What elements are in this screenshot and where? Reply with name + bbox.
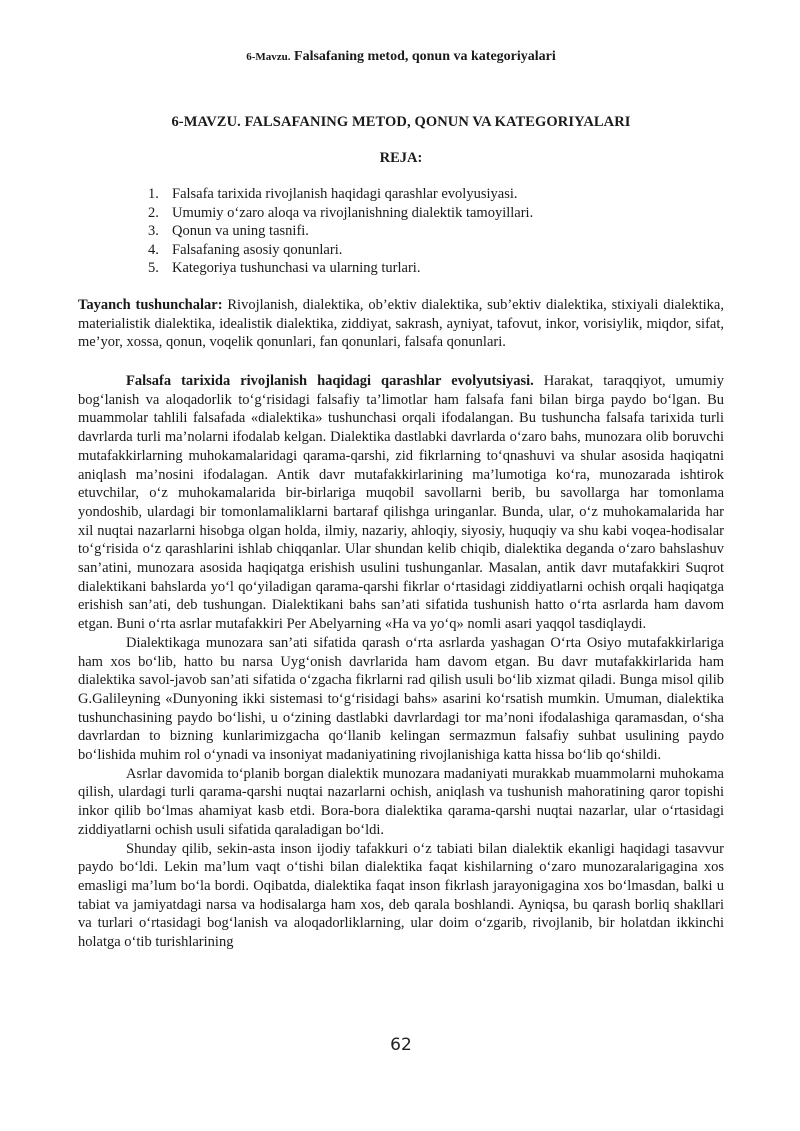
plan-item-number: 2. [148, 204, 159, 221]
plan-item-text: Qonun va uning tasnifi. [172, 223, 309, 240]
plan-item [148, 185, 533, 204]
plan-item-text: Kategoriya tushunchasi va ularning turlari. [172, 260, 421, 277]
body-paragraph [78, 372, 724, 634]
running-header [78, 48, 724, 66]
paragraph-text: Harakat, taraqqiyot, umumiy bog‘lanish va aloqadorlik to‘g‘risidagi falsafiy ta’limotlar ham falsafa fani bilan birga paydo bo‘lgan. Bu muammolar tahlili falsafada «dialektika» tushunchasi orqali ifodalangan. Bu tushuncha falsafa tarixida turli davrlarda turli ma’nolarni ifodalab kelgan. Dialektika dastlabki davrlarda o‘zaro bahs, munozara olib boruvchi mutafakkirlarning muhokamalaridagi qarama-qarshi, zid fikrlarning to‘qnashuvi va shular asosida haqiqatni aniqlash ma’nosini ifodalagan. Antik davr mutafakkirlarining ma’lumotiga ko‘ra, munozarada ishtirok etuvchilar, o‘z muhokamalarida bir-birlariga muqobil savollarni berib, bu savollarga har tomonlama yondoshib, ulardagi bir tomonlamaliklarni bartaraf qilishga uringanlar. Bunda, ular, o‘z muhokamalarida har xil nuqtai nazarlarni hisobga olgan holda, ilmiy, nazariy, ahloqiy, siyosiy, huquqiy va shu kabi voqea-hodisalar to‘g‘risida o‘z qarashlarini ishlab chiqqanlar. Ular shundan kelib chiqib, dialektika deganda o‘zaro bahslashuv san’atini, munozara asosida haqiqatga erishish usulini tushunganlar. Masalan, antik davr mutafakkiri Suqrot dialektikani bahslarda yo‘l qo‘yiladigan qarama-qarshi fikrlar o‘rtasidagi ziddiyatlarni ochish orqali haqiqatga erishish san’ati, deb tushungan. Dialektikani bahs san’ati sifatida tushunish hatto o‘rta asrlarda ham davom etgan. Buni o‘rta asrlar mutafakkiri Per Abelyarning «Ha va yo‘q» nomli asari yaqqol tasdiqlaydi. [78, 373, 724, 633]
keywords-paragraph [78, 296, 724, 352]
plan-item-number: 1. [148, 186, 159, 202]
plan-item [148, 241, 533, 260]
keywords-label: Tayanch tushunchalar: [78, 297, 223, 313]
page-number: 62 [390, 1035, 412, 1055]
plan-item-number: 4. [148, 241, 159, 258]
plan-item-text: Umumiy o‘zaro aloqa va rivojlanishning dialektik tamoyillari. [172, 204, 534, 221]
plan-item-number: 3. [148, 223, 159, 240]
plan-item [148, 204, 533, 223]
document-title: 6-MAVZU. FALSAFANING METOD, QONUN VA KATEGORIYALARI [171, 114, 631, 130]
keywords-text: Rivojlanish, dialektika, ob’ektiv dialektika, sub’ektiv dialektika, stixiyali dialektika, materialistik dialektika, idealistik dialektika, ziddiyat, sakrash, ayniyat, tafovut, inkor, vorisiylik, miqdor, sifat, me’yor, xossa, qonun, voqelik qonunlari, fan qonunlari, falsafa qonunlari. [78, 297, 724, 351]
plan-list [148, 185, 533, 278]
body-paragraph: Asrlar davomida to‘planib borgan dialektik munozara madaniyati murakkab muammolarni muhokama qilish, ulardagi turli qarama-qarshi nuqtai nazarlarni ochish, aniqlash va tushunish mahoratining qaror topishi inkor qilib bo‘lmas ahamiyat kasb etdi. Bora-bora dialektika qarama-qarshi nuqtai nazarlar, ular o‘rtasidagi ziddiyatlarni ochish usuli sifatida qaraladigan bo‘ldi. [78, 765, 724, 838]
plan-item-number: 5. [148, 260, 159, 277]
plan-item [148, 222, 533, 241]
body-text [78, 372, 724, 952]
plan-item-text: Falsafaning asosiy qonunlari. [172, 241, 343, 258]
running-header-title: Falsafaning metod, qonun va kategoriyalari [294, 49, 556, 64]
body-paragraph: Dialektikaga munozara san’ati sifatida qarash o‘rta asrlarda yashagan O‘rta Osiyo mutafakkirlariga ham xos bo‘lib, hatto bu narsa Uyg‘onish davrlarida ham davom etgan. Bu davr mutafakkirlarida ham dialektika savol-javob san’ati sifatida o‘zgacha fikrlarni rad qilish usuli bo‘lib xizmat qiladi. Bunga misol qilib G.Galileyning «Dunyoning ikki sistemasi to‘g‘risidagi bahs» asarini ko‘rsatish mumkin. Umuman, dialektika tushunchasining paydo bo‘lishi, u o‘zining dastlabki davrlardagi tor ma’noni ifodalashiga qaramasdan, o‘sha davrlardan to bizning kunlarimizgacha qo‘llanib kelingan sermazmun falsafiy suhbat usulining paydo bo‘lishida muhim rol o‘ynadi va insoniyat madaniyatining rivojlanishiga katta hissa bo‘lib qo‘shildi. [78, 634, 724, 764]
running-header-prefix: 6-Mavzu. [246, 51, 291, 63]
section-heading: Falsafa tarixida rivojlanish haqidagi qarashlar evolyutsiyasi. [126, 373, 534, 389]
body-paragraph: Shunday qilib, sekin-asta inson ijodiy tafakkuri o‘z tabiati bilan dialektik ekanligi haqidagi tasavvur paydo bo‘ldi. Lekin ma’lum vaqt o‘tishi bilan dialektika faqat kishilarning o‘zaro munozaralarigagina xos emasligi ma’lum bo‘la bordi. Oqibatda, dialektika faqat inson fikrlash jarayonigagina xos bo‘lmasdan, balki u tabiat va jamiyatdagi narsa va hodisalarga ham xos, deb qarala boshlandi. Ayniqsa, bu qarash borliq shakllari va turlari o‘rtasidagi bog‘lanish va aloqadorliklarning, ular doim o‘zgarib, rivojlanib, bir holatdan ikkinchi holatga o‘tib turishlarining [78, 840, 724, 951]
plan-heading: REJA: [379, 150, 423, 166]
plan-item-text: Falsafa tarixida rivojlanish haqidagi qarashlar evolyusiyasi. [172, 186, 518, 202]
plan-item [148, 259, 533, 278]
